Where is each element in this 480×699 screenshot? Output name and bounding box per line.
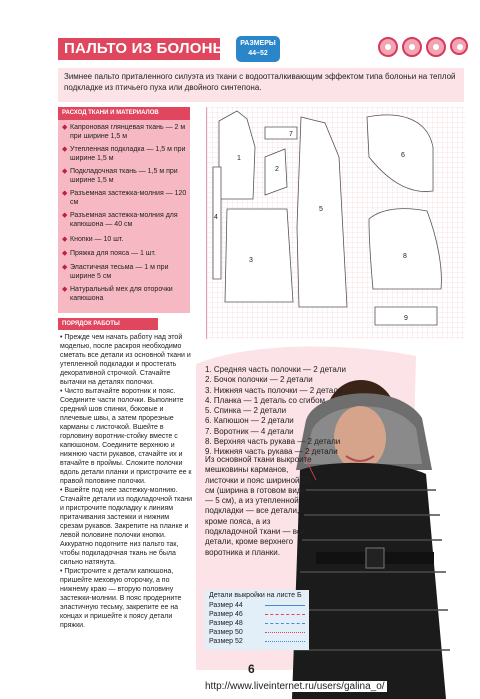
size-badge-label: РАЗМЕРЫ — [240, 40, 276, 47]
rosette-icon — [378, 37, 398, 57]
work-step: • Прежде чем начать работу над этой моделью, после раскроя необходимо сметать все детали из основной ткани и утепленной подкладки и простегать декоративной строчкой. Стачайте вытачки на деталях полочки. — [60, 334, 191, 386]
page-number: 6 — [248, 662, 255, 676]
work-order-text — [60, 333, 194, 630]
pattern-label: 7 — [289, 131, 293, 138]
rosette-icon — [426, 37, 446, 57]
work-step: • Чисто вытачайте воротник и пояс. Соедините части полочки. Выполните средний шов спинки, боковые и плечевые швы, а затем прорезные карманы с листочкой. Вшейте в горловину воротник-стойку вместе с капюшоном. Соедините верхнюю и нижнюю части рукавов, стачайте их и втачайте в проймы. Сложите полочки вдоль детали планки и пристрочите ее к правой половине полочки. — [60, 388, 192, 485]
legend-row: Размер 48 — [209, 619, 305, 628]
rosette-icon — [402, 37, 422, 57]
rosette-icon — [450, 37, 468, 55]
pattern-label: 2 — [275, 166, 279, 173]
legend-row: Размер 52 — [209, 637, 305, 646]
legend-row: Размер 46 — [209, 610, 305, 619]
legend-title: Детали выкройки на листе Б — [209, 592, 302, 599]
pattern-label: 9 — [404, 315, 408, 322]
title-bar — [58, 38, 235, 60]
part-item: 5. Спинка — 2 детали — [205, 406, 287, 416]
pattern-label: 4 — [214, 214, 218, 221]
pattern-label: 3 — [249, 257, 253, 264]
part-item: 8. Верхняя часть рукава — 2 детали — [205, 437, 341, 447]
cutting-note: Из основной ткани выкроите мешковины карманов, листочки и пояс шириной 12 см (ширина в готовом виде — 5 см), а из утепленной подкладки — все детали, кроме пояса, а из подкладочной ткани — все детали, кроме верхнего воротника и планки. — [205, 455, 312, 557]
pattern-piece-8 — [369, 209, 441, 289]
work-order-heading: ПОРЯДОК РАБОТЫ — [58, 318, 158, 330]
materials-heading: РАСХОД ТКАНИ И МАТЕРИАЛОВ — [58, 107, 190, 120]
parts-list — [205, 365, 405, 458]
materials-box: РАСХОД ТКАНИ И МАТЕРИАЛОВ ◆ Капроновая глянцевая ткань — 2 м при ширине 1,5 м ◆ Утепленная подкладка — 1,5 м при ширине 1,5 м ◆ Подкладочная ткань — 1,5 м при ширине 1,5 м ◆ Разъемная застежка-молния — 120 см ◆ Разъемная застежка-молния для капюшона — 40 см ◆ Кнопки — 10 шт. ◆ Пряжка для пояса — 1 шт. ◆ Эластичная тесьма — 1 м при ширине 5 см ◆ Натуральный мех для оторочки капюшона — [58, 107, 190, 313]
work-step: • Пристрочите к детали капюшона, пришейте меховую оторочку, а по нижнему краю — вторую половину застежки-молнии. В пояс продерните эластичную тесьму, закрепите ее на концах и пришейте к поясу детали пряжки. — [60, 568, 182, 629]
pattern-svg — [207, 107, 465, 339]
part-item: 1. Средняя часть полочки — 2 детали — [205, 365, 346, 374]
size-legend — [205, 590, 309, 650]
part-item: 9. Нижняя часть рукава — 2 детали — [205, 447, 338, 457]
size-badge-range: 44–52 — [248, 50, 268, 57]
part-item: 7. Воротник — 4 детали — [205, 426, 294, 436]
pattern-piece-3 — [225, 209, 293, 302]
part-item: 3. Нижняя часть полочки — 2 детали — [205, 385, 343, 395]
part-item: 4. Планка — 1 деталь со сгибом — [205, 395, 326, 405]
part-item: 6. Капюшон — 2 детали — [205, 416, 294, 426]
pattern-label: 8 — [403, 253, 407, 260]
watermark-url: http://www.liveinternet.ru/users/galina_o/ — [205, 681, 385, 692]
pattern-label: 5 — [319, 206, 323, 213]
pattern-label: 6 — [401, 152, 405, 159]
intro-text: Зимнее пальто приталенного силуэта из ткани с водоотталкивающим эффектом типа болоньи на теплой подкладке из птичьего пуха или двойного синтепона. — [58, 68, 464, 102]
pattern-piece-4 — [213, 167, 221, 279]
legend-row: Размер 44 — [209, 601, 305, 610]
page-title: ПАЛЬТО ИЗ БОЛОНЬИ — [64, 40, 235, 57]
pattern-label: 1 — [237, 155, 241, 162]
size-badge — [236, 36, 280, 62]
pattern-diagram — [206, 107, 465, 339]
legend-row: Размер 50 — [209, 628, 305, 637]
work-step: • Вшейте под нее застежку-молнию. Стачайте детали из подкладочной ткани и пристрочите подкладку к линиям притачивания застежки и нижним срезам рукавов. Закрепите на планке и левой половине полочки кнопки. Аккуратно подогните низ пальто так, чтобы подкладочная ткань не была сильно натянута. — [60, 487, 193, 566]
part-item: 2. Бочок полочки — 2 детали — [205, 375, 313, 385]
